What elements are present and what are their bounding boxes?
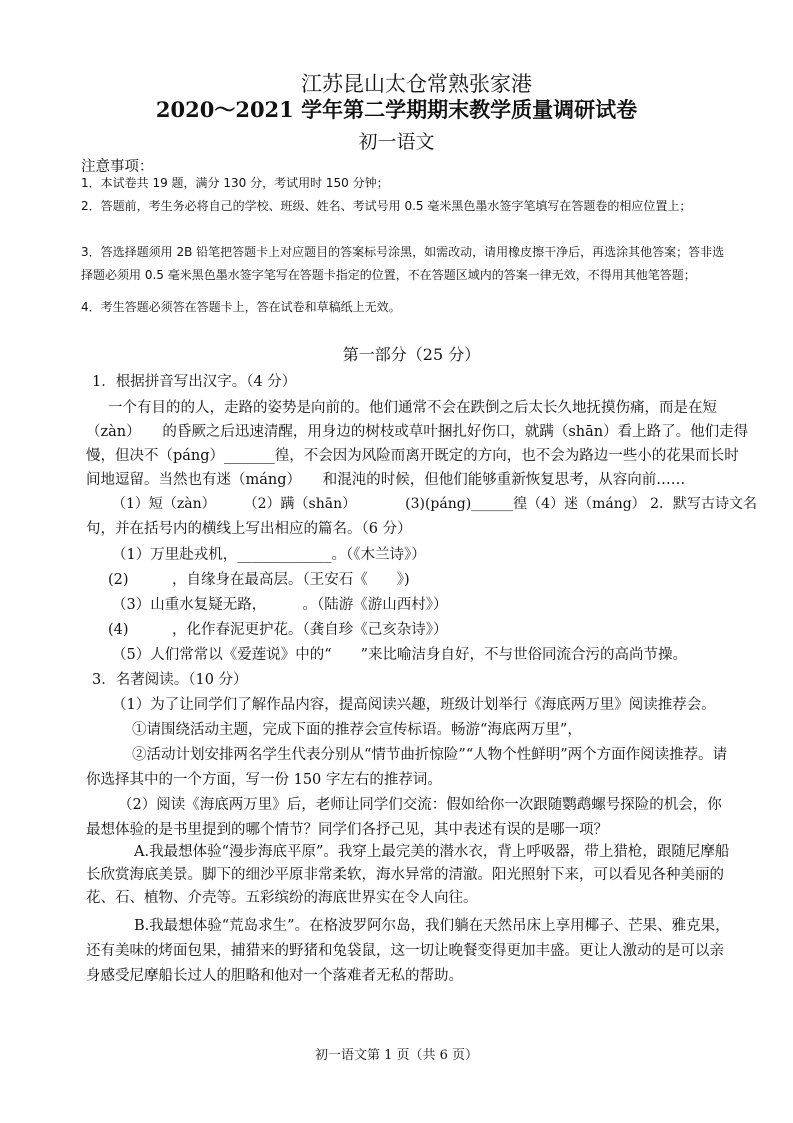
exam-term-title: 2020～2021 学年第二学期期末教学质量调研试卷	[155, 97, 638, 122]
exam-subject-title: 初一语文	[358, 131, 435, 153]
question-3-part2-line: 最想体验的是书里提到的哪个情节？同学们各抒己见，其中表述有误的是哪一项？	[86, 822, 608, 838]
exam-region-title: 江苏昆山太仓常熟张家港	[301, 72, 532, 96]
question-1-title: 1．根据拼音写出汉字。（4 分）	[92, 374, 297, 390]
page-footer: 初一语文第 1 页（共 6 页）	[314, 1048, 479, 1063]
note-item: 4．考生答题必须答在答题卡上，答在试卷和草稿纸上无效。	[81, 300, 401, 314]
option-b-line: 身感受尼摩船长过人的胆略和他对一个落难者无私的帮助。	[86, 968, 463, 984]
option-b-line: 还有美味的烤面包果，捕猎来的野猪和兔袋鼠，这一切让晚餐变得更加丰盛。更让人激动的是可以亲	[86, 943, 724, 959]
question-3-line: ①请围绕活动主题，完成下面的推荐会宣传标语。畅游“海底两万里”，	[132, 722, 582, 738]
option-a-line: 花、石、植物、介壳等。五彩缤纷的海底世界实在令人向往。	[86, 890, 478, 906]
question-3-title: 3．名著阅读。（10 分）	[92, 672, 248, 688]
note-item: 3．答选择题须用 2B 铅笔把答题卡上对应题目的答案标号涂黑，如需改动，请用橡皮擦干净后，再选涂其他答案；答非选择题必须用 0.5 毫米黑色墨水签字笔写在答题卡指定的位置，不在答题区域内的答案一律无效，不得用其他笔答题；	[81, 245, 725, 282]
question-3-line: ②活动计划安排两名学生代表分别从“情节曲折惊险”“人物个性鲜明”两个方面作阅读推荐。请	[132, 747, 728, 763]
passage-line: （zàn） 的昏厥之后迅速清醒，用身边的树枝或草叶捆扎好伤口，就蹒（shān）看上路了。他们走得	[86, 424, 749, 440]
question-1-answers: （1）短（zàn） （2）蹒（shān） (3)(páng)______徨（4）迷（máng） 2．默写古诗文名	[112, 496, 758, 512]
passage-line: 间地逗留。当然也有迷（máng） 和混沌的时候，但他们能够重新恢复思考，从容向前……	[86, 472, 686, 488]
question-3-part2-line: （2）阅读《海底两万里》后，老师让同学们交流：假如给你一次跟随鹦鹉螺号探险的机会，你	[118, 797, 722, 813]
option-b-line: B.我最想体验“荒岛求生”。在格波罗阿尔岛，我们躺在天然吊床上享用椰子、芒果、雅克果，	[134, 918, 730, 934]
question-2-item: （1）万里赴戎机，_____________。（《木兰诗》）	[112, 547, 426, 563]
section-title: 第一部分（25 分）	[342, 345, 481, 364]
question-3-line: 你选择其中的一个方面，写一份 150 字左右的推荐词。	[86, 772, 442, 788]
question-2-item: (4) ，化作春泥更护花。（龚自珍《己亥杂诗》）	[108, 622, 448, 638]
note-item: 2．答题前，考生务必将自己的学校、班级、姓名、考试号用 0.5 毫米黑色墨水签字笔填写在答题卷的相应位置上；	[81, 199, 692, 213]
question-3-line: （1）为了让同学们了解作品内容，提高阅读兴趣，班级计划举行《海底两万里》阅读推荐会。	[112, 697, 716, 713]
question-2-title-cont: 句，并在括号内的横线上写出相应的篇名。（6 分）	[86, 521, 412, 537]
question-2-item: (2) ，自缘身在最高层。（王安石《 》)	[108, 572, 410, 588]
question-2-item: （3）山重水复疑无路， 。（陆游《游山西村》）	[112, 597, 448, 613]
question-2-item: （5）人们常常以《爱莲说》中的“ ”来比喻洁身自好，不与世俗同流合污的高尚节操。	[112, 647, 688, 663]
notes-heading: 注意事项：	[81, 159, 154, 175]
passage-line: 慢，但决不（páng）_______徨，不会因为风险而离开既定的方向，也不会为路边一些小的花果而长时	[86, 448, 739, 464]
option-a-line: A.我最想体验“漫步海底平原”。我穿上最完美的潜水衣，背上呼吸器，带上猎枪，跟随尼摩船	[134, 844, 730, 860]
note-item: 1．本试卷共 19 题，满分 130 分，考试用时 150 分钟；	[81, 176, 389, 190]
option-a-line: 长欣赏海底美景。脚下的细沙平原非常柔软，海水异常的清澈。阳光照射下来，可以看见各种美丽的	[86, 867, 724, 883]
passage-line: 一个有目的的人，走路的姿势是向前的。他们通常不会在跌倒之后太长久地抚摸伤痛，而是在短	[108, 400, 717, 416]
